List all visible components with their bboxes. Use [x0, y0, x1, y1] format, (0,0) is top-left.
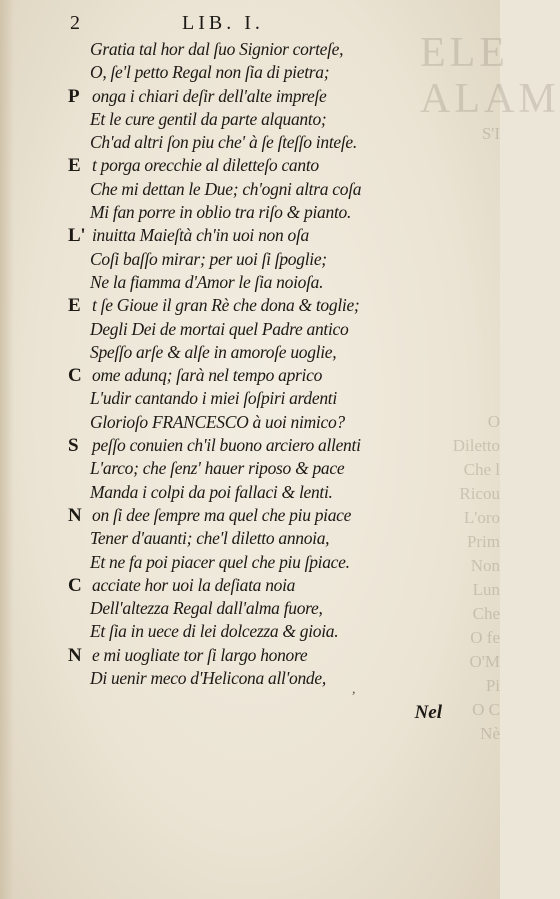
verse-text: Coſi baſſo mirar; per uoi ſi ſpoglie;: [90, 248, 327, 269]
page-gutter-shadow: [0, 0, 14, 899]
stanza-initial: E: [68, 295, 81, 317]
stanza-initial: C: [68, 574, 82, 596]
verse-text: Speſſo arſe & alſe in amoroſe uoglie,: [90, 341, 337, 362]
verse-text: Et le cure gentil da parte alquanto;: [90, 108, 327, 129]
verse-text: Di uenir meco d'Helicona all'onde,: [90, 668, 326, 689]
verse-text: Glorioſo FRANCESCO à uoi nimico?: [90, 411, 345, 432]
verse-text: Tener d'auanti; che'l diletto annoia,: [90, 528, 330, 549]
running-head: LIB. I.: [182, 12, 264, 34]
verse-line: [66, 504, 406, 527]
verse-text: Ne la fiamma d'Amor le ſia noioſa.: [90, 271, 324, 292]
verse-text: acciate hor uoi la deſiata noia: [92, 574, 296, 595]
verse-line: [66, 61, 406, 84]
verse-text: Et ne fa poi piacer quel che piu ſpiace.: [90, 551, 350, 572]
verse-text: ome adunq; ſarà nel tempo aprico: [92, 365, 323, 386]
verse-text: t ſe Gioue il gran Rè che dona & toglie;: [92, 295, 360, 316]
page-header: [70, 12, 420, 38]
verse-text: t porga orecchie al diletteſo canto: [92, 155, 319, 176]
verse-text: e mi uogliate tor ſi largo honore: [92, 644, 308, 665]
verse-line: [66, 481, 406, 504]
verse-text: onga i chiari deſir dell'alte impreſe: [92, 85, 327, 106]
verse-line: [66, 294, 406, 317]
verse-text: O, ſe'l petto Regal non ſia di pietra;: [90, 62, 330, 83]
verse-text: L'udir cantando i miei ſoſpiri ardenti: [90, 388, 337, 409]
verse-text: Ch'ad altri ſon piu che' à ſe ſteſſo inteſe.: [90, 132, 357, 153]
verse-line: [66, 644, 406, 667]
verse-line: [66, 434, 406, 457]
verse-text: on ſi dee ſempre ma quel che piu piace: [92, 504, 352, 525]
stanza-initial: P: [68, 85, 80, 107]
verse-line: [66, 178, 406, 201]
verse-text: peſſo conuien ch'il buono arciero allenti: [92, 435, 361, 456]
verse-line: [66, 457, 406, 480]
verse-line: [66, 85, 406, 108]
verse-line: [66, 248, 406, 271]
verse-line: [66, 527, 406, 550]
stanza-initial: E: [68, 155, 81, 177]
verse-line: [66, 387, 406, 410]
verse-line: [66, 620, 406, 643]
stanza-initial: N: [68, 644, 82, 666]
verse-line: [66, 201, 406, 224]
stanza-initial: N: [68, 504, 82, 526]
stanza-initial: C: [68, 365, 82, 387]
verse-line: [66, 108, 406, 131]
verse-line: [66, 318, 406, 341]
ink-mark: ,: [352, 682, 356, 697]
verse-text: Dell'altezza Regal dall'alma fuore,: [90, 598, 323, 619]
verse-line: [66, 38, 406, 61]
catchword: Nel: [414, 702, 442, 723]
verse-text: Che mi dettan le Due; ch'ogni altra coſa: [90, 178, 362, 199]
verse-line: [66, 224, 406, 247]
verse-line: [66, 341, 406, 364]
verse-line: [66, 597, 406, 620]
verse-text: Gratia tal hor dal ſuo Signior corteſe,: [90, 39, 344, 59]
page-number: 2: [70, 12, 80, 34]
verse-line: [66, 271, 406, 294]
show-through-text: ELE ALAM S'I O Diletto Che l Ricou L'oro Prim Non Lun Che O fe O'M Pi O C Nè: [420, 30, 560, 743]
verse-text: Manda i colpi da poi fallaci & lenti.: [90, 481, 333, 502]
verse-text: Et ſia in uece di lei dolcezza & gioia.: [90, 621, 339, 642]
verse-text: inuitta Maieſtà ch'in uoi non oſa: [92, 225, 309, 246]
verse-line: [66, 154, 406, 177]
verse-text: L'arco; che ſenz' hauer riposo & pace: [90, 458, 345, 479]
verse-line: [66, 574, 406, 597]
verse-line: [66, 411, 406, 434]
verse-line: [66, 131, 406, 154]
verse-line: [66, 551, 406, 574]
verse-line: [66, 364, 406, 387]
verse-text: Mi fan porre in oblio tra riſo & pianto.: [90, 202, 352, 223]
stanza-initial: L': [68, 225, 86, 247]
verse-block: [66, 38, 406, 690]
verse-text: Degli Dei de mortai quel Padre antico: [90, 318, 349, 339]
stanza-initial: S: [68, 435, 79, 457]
